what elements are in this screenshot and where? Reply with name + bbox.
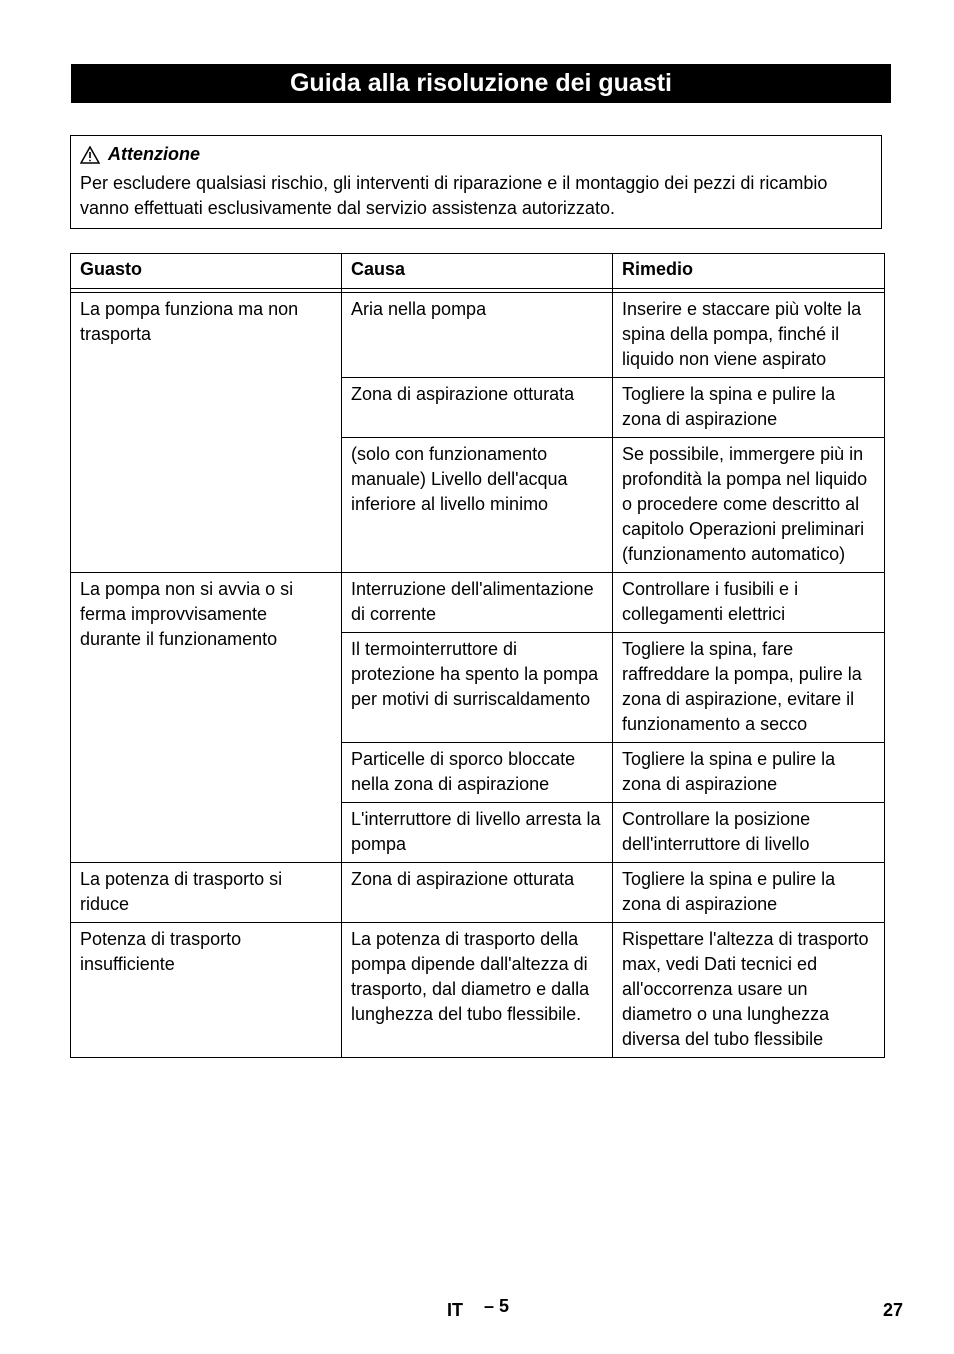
header-fault: Guasto — [71, 254, 342, 289]
table-row — [71, 293, 885, 378]
table-row — [71, 863, 885, 923]
table-body — [71, 289, 885, 1058]
footer-section-page: – 5 — [484, 1296, 510, 1316]
cause-cell: Zona di aspirazione otturata — [342, 378, 613, 438]
warning-triangle-icon — [80, 146, 100, 164]
table-row — [71, 923, 885, 1058]
cause-cell: Il termointerruttore di protezione ha spento la pompa per motivi di surriscaldamento — [342, 633, 613, 743]
warning-heading: Attenzione — [108, 144, 200, 164]
header-remedy: Rimedio — [613, 254, 885, 289]
troubleshooting-table — [70, 253, 885, 1058]
remedy-cell: Togliere la spina, fare raffreddare la pompa, pulire la zona di aspirazione, evitare il funzionamento a secco — [613, 633, 885, 743]
cause-cell: L'interruttore di livello arresta la pompa — [342, 803, 613, 863]
cause-cell: La potenza di trasporto della pompa dipende dall'altezza di trasporto, dal diametro e dalla lunghezza del tubo flessibile. — [342, 923, 613, 1058]
warning-heading-row — [80, 142, 872, 167]
cause-cell: Particelle di sporco bloccate nella zona di aspirazione — [342, 743, 613, 803]
footer-page-number: 27 — [883, 1300, 904, 1320]
footer-language: IT — [447, 1300, 463, 1320]
remedy-cell: Togliere la spina e pulire la zona di aspirazione — [613, 863, 885, 923]
fault-cell: La potenza di trasporto si riduce — [71, 863, 342, 923]
remedy-cell: Togliere la spina e pulire la zona di aspirazione — [613, 743, 885, 803]
fault-cell: Potenza di trasporto insufficiente — [71, 923, 342, 1058]
table-header-row — [71, 254, 885, 289]
header-cause: Causa — [342, 254, 613, 289]
remedy-cell: Controllare la posizione dell'interruttore di livello — [613, 803, 885, 863]
cause-cell: Aria nella pompa — [342, 293, 613, 378]
fault-cell: La pompa funziona ma non trasporta — [71, 293, 342, 573]
remedy-cell: Se possibile, immergere più in profondità la pompa nel liquido o procedere come descritto al capitolo Operazioni preliminari (funzionamento automatico) — [613, 438, 885, 573]
cause-cell: (solo con funzionamento manuale) Livello dell'acqua inferiore al livello minimo — [342, 438, 613, 573]
remedy-cell: Togliere la spina e pulire la zona di aspirazione — [613, 378, 885, 438]
page-title: Guida alla risoluzione dei guasti — [71, 64, 891, 103]
cause-cell: Zona di aspirazione otturata — [342, 863, 613, 923]
warning-box — [70, 135, 882, 229]
table-row — [71, 573, 885, 633]
remedy-cell: Inserire e staccare più volte la spina della pompa, finché il liquido non viene aspirato — [613, 293, 885, 378]
remedy-cell: Controllare i fusibili e i collegamenti elettrici — [613, 573, 885, 633]
remedy-cell: Rispettare l'altezza di trasporto max, vedi Dati tecnici ed all'occorrenza usare un diametro o una lunghezza diversa del tubo flessibile — [613, 923, 885, 1058]
warning-text: Per escludere qualsiasi rischio, gli interventi di riparazione e il montaggio dei pezzi di ricambio vanno effettuati esclusivamente dal servizio assistenza autorizzato. — [80, 173, 828, 218]
fault-cell: La pompa non si avvia o si ferma improvvisamente durante il funzionamento — [71, 573, 342, 863]
cause-cell: Interruzione dell'alimentazione di corrente — [342, 573, 613, 633]
